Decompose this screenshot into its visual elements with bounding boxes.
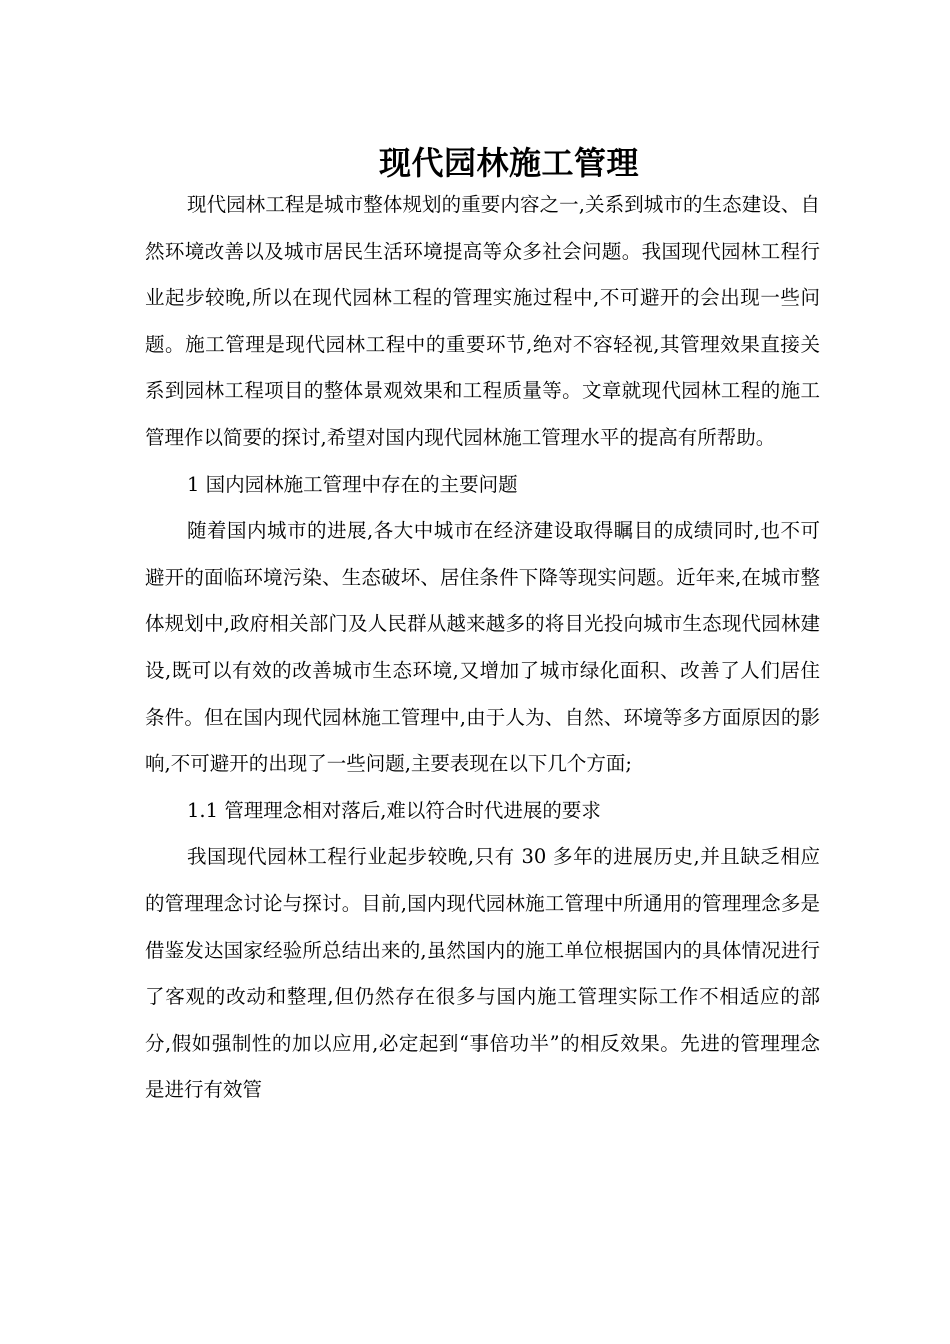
subsection-heading-1-1: 1.1 管理理念相对落后,难以符合时代进展的要求	[187, 798, 601, 822]
document-body	[145, 182, 820, 1114]
document-title: 现代园林施工管理	[378, 144, 639, 183]
section-heading-1: 1 国内园林施工管理中存在的主要问题	[187, 472, 518, 496]
subsection-1-1-paragraph: 我国现代园林工程行业起步较晚,只有 30 多年的进展历史,并且缺乏相应的管理理念讨论与探讨。目前,国内现代园林施工管理中所通用的管理理念多是借鉴发达国家经验所总结出来的,虽然国内的施工单位根据国内的具体情况进行了客观的改动和整理,但仍然存在很多与国内施工管理实际工作不相适应的部分,假如强制性的加以应用,必定起到“事倍功半”的相反效果。先进的管理理念是进行有效管	[145, 845, 820, 1102]
intro-paragraph: 现代园林工程是城市整体规划的重要内容之一,关系到城市的生态建设、自然环境改善以及城市居民生活环境提高等众多社会问题。我国现代园林工程行业起步较晚,所以在现代园林工程的管理实施过程中,不可避开的会出现一些问题。施工管理是现代园林工程中的重要环节,绝对不容轻视,其管理效果直接关系到园林工程项目的整体景观效果和工程质量等。文章就现代园林工程的施工管理作以简要的探讨,希望对国内现代园林施工管理水平的提高有所帮助。	[145, 193, 820, 449]
section-1-paragraph: 随着国内城市的进展,各大中城市在经济建设取得瞩目的成绩同时,也不可避开的面临环境污染、生态破坏、居住条件下降等现实问题。近年来,在城市整体规划中,政府相关部门及人民群从越来越多的将目光投向城市生态现代园林建设,既可以有效的改善城市生态环境,又增加了城市绿化面积、改善了人们居住条件。但在国内现代园林施工管理中,由于人为、自然、环境等多方面原因的影响,不可避开的出现了一些问题,主要表现在以下几个方面;	[145, 519, 820, 776]
